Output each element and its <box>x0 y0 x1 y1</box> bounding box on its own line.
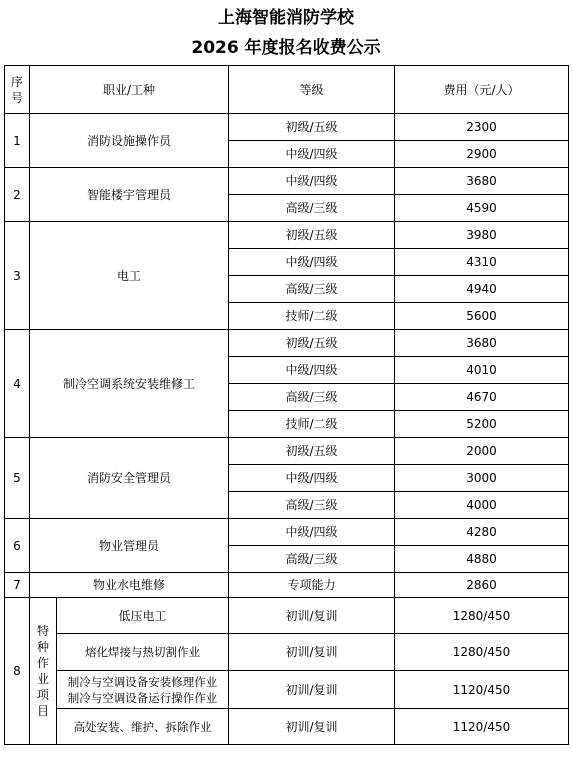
job-name: 物业管理员 <box>30 519 229 573</box>
page-title: 上海智能消防学校 <box>218 8 354 28</box>
level-cell: 初训/复训 <box>229 671 395 709</box>
special-ops-label-char: 种 <box>36 640 49 654</box>
table-row <box>5 598 569 634</box>
level-cell: 初级/五级 <box>229 330 395 357</box>
row-number: 3 <box>5 222 30 330</box>
table-row <box>5 709 569 745</box>
special-ops-label-char: 目 <box>36 704 49 718</box>
row-number: 5 <box>5 438 30 519</box>
fee-cell: 3680 <box>395 168 569 195</box>
level-cell: 初级/五级 <box>229 222 395 249</box>
fee-cell: 4940 <box>395 276 569 303</box>
fee-cell: 1120/450 <box>395 709 569 745</box>
header-row <box>5 66 569 114</box>
fee-cell: 2860 <box>395 573 569 598</box>
fee-cell: 4590 <box>395 195 569 222</box>
job-name: 消防设施操作员 <box>30 114 229 168</box>
level-cell: 初训/复训 <box>229 634 395 671</box>
special-ops-label-char: 业 <box>36 672 49 686</box>
fee-cell: 4310 <box>395 249 569 276</box>
special-job-name: 低压电工 <box>57 598 229 634</box>
fee-cell: 5200 <box>395 411 569 438</box>
special-job-name <box>57 671 229 709</box>
special-job-name-line: 制冷与空调设备运行操作作业 <box>67 690 218 705</box>
special-ops-label-char: 作 <box>36 656 49 670</box>
level-cell: 高级/三级 <box>229 276 395 303</box>
page-subtitle: 2026 年度报名收费公示 <box>191 38 381 58</box>
table-row <box>5 519 569 546</box>
level-cell: 中级/四级 <box>229 465 395 492</box>
fee-cell: 4010 <box>395 357 569 384</box>
level-cell: 中级/四级 <box>229 141 395 168</box>
special-job-name: 高处安装、维护、拆除作业 <box>57 709 229 745</box>
fee-cell: 1280/450 <box>395 598 569 634</box>
row-number: 7 <box>5 573 30 598</box>
level-cell: 技师/二级 <box>229 303 395 330</box>
level-cell: 初级/五级 <box>229 438 395 465</box>
table-row <box>5 222 569 249</box>
level-cell: 初级/五级 <box>229 114 395 141</box>
row-number: 4 <box>5 330 30 438</box>
level-cell: 初训/复训 <box>229 598 395 634</box>
level-cell: 高级/三级 <box>229 195 395 222</box>
row-number: 2 <box>5 168 30 222</box>
table-row <box>5 168 569 195</box>
level-cell: 专项能力 <box>229 573 395 598</box>
level-cell: 高级/三级 <box>229 384 395 411</box>
level-cell: 中级/四级 <box>229 519 395 546</box>
fee-cell: 3680 <box>395 330 569 357</box>
level-cell: 高级/三级 <box>229 546 395 573</box>
fee-cell: 2300 <box>395 114 569 141</box>
level-cell: 高级/三级 <box>229 492 395 519</box>
level-cell: 中级/四级 <box>229 168 395 195</box>
table-row <box>5 573 569 598</box>
special-ops-label-char: 项 <box>36 688 49 702</box>
row-number: 1 <box>5 114 30 168</box>
fee-cell: 1120/450 <box>395 671 569 709</box>
fee-cell: 4880 <box>395 546 569 573</box>
row-number: 8 <box>5 598 30 745</box>
fee-cell: 3980 <box>395 222 569 249</box>
level-cell: 初训/复训 <box>229 709 395 745</box>
header-job: 职业/工种 <box>30 66 229 114</box>
job-name: 智能楼宇管理员 <box>30 168 229 222</box>
table-row <box>5 634 569 671</box>
fee-cell: 1280/450 <box>395 634 569 671</box>
row-number: 6 <box>5 519 30 573</box>
header-level: 等级 <box>229 66 395 114</box>
job-name: 电工 <box>30 222 229 330</box>
fee-table <box>4 65 569 745</box>
fee-cell: 4000 <box>395 492 569 519</box>
job-name: 物业水电维修 <box>30 573 229 598</box>
special-job-name: 熔化焊接与热切割作业 <box>57 634 229 671</box>
level-cell: 技师/二级 <box>229 411 395 438</box>
fee-cell: 2000 <box>395 438 569 465</box>
level-cell: 中级/四级 <box>229 357 395 384</box>
header-seq: 序号 <box>5 66 30 114</box>
header-fee: 费用（元/人） <box>395 66 569 114</box>
job-name: 制冷空调系统安装维修工 <box>30 330 229 438</box>
table-row <box>5 114 569 141</box>
fee-cell: 4280 <box>395 519 569 546</box>
job-name: 消防安全管理员 <box>30 438 229 519</box>
fee-cell: 4670 <box>395 384 569 411</box>
fee-cell: 3000 <box>395 465 569 492</box>
special-job-name-line: 制冷与空调设备安装修理作业 <box>67 674 218 689</box>
level-cell: 中级/四级 <box>229 249 395 276</box>
special-ops-label-char: 特 <box>36 624 49 638</box>
table-row <box>5 671 569 709</box>
fee-cell: 2900 <box>395 141 569 168</box>
fee-cell: 5600 <box>395 303 569 330</box>
table-row <box>5 438 569 465</box>
special-ops-label <box>30 598 57 745</box>
table-row <box>5 330 569 357</box>
